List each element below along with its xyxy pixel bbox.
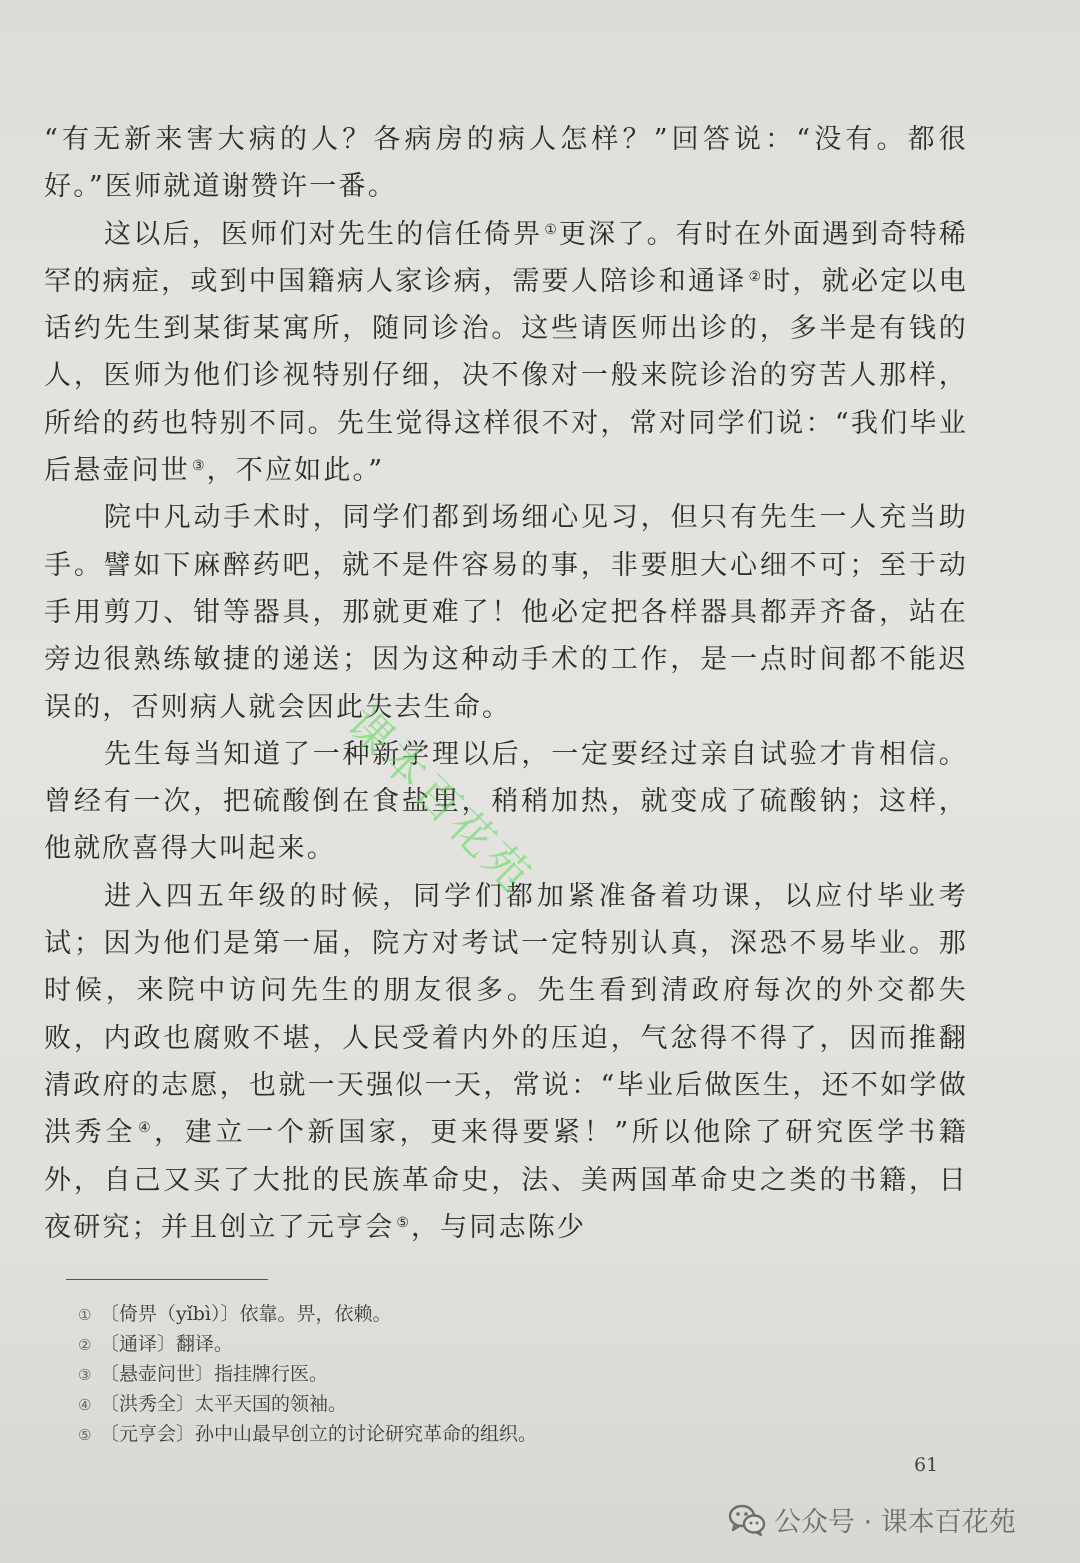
body-text (44, 116, 968, 1251)
paragraph-text: ，不应如此。” (206, 455, 385, 487)
footnote-ref-3: ③ (192, 458, 205, 475)
footnote-ref-2: ② (748, 268, 762, 285)
page-number: 61 (914, 1454, 939, 1476)
footnote-text: 〔洪秀全〕太平天国的领袖。 (100, 1393, 348, 1415)
paragraph-text: 这以后，医师们对先生的信任倚畀 (104, 218, 543, 250)
footnote-2 (78, 1330, 878, 1360)
wechat-icon (728, 1503, 766, 1537)
footnote-3 (78, 1360, 878, 1390)
source-badge-label: 公众号 · 课本百花苑 (774, 1507, 1016, 1538)
paragraph-4 (44, 731, 968, 873)
footnote-ref-1: ① (544, 221, 557, 238)
paragraph-5 (44, 873, 968, 1251)
footnote-ref-4: ④ (138, 1120, 153, 1137)
paragraph-3 (44, 494, 968, 730)
footnotes (78, 1300, 878, 1450)
footnote-text: 〔通译〕翻译。 (100, 1333, 234, 1355)
paragraph-text: ，建立一个新国家，更来得要紧！”所以他除了研究医学书籍外，自己又买了大批的民族革命史，法、美两国革命史之类的书籍，日夜研究；并且创立了元亨会 (44, 1117, 968, 1243)
paragraph-1 (44, 116, 968, 211)
footnote-mark: ③ (78, 1366, 92, 1384)
footnote-ref-5: ⑤ (396, 1214, 409, 1231)
footnote-4 (78, 1390, 878, 1420)
paragraph-text: ，与同志陈少 (410, 1211, 587, 1243)
paragraph-text: 进入四五年级的时候，同学们都加紧准备着功课，以应付毕业考试；因为他们是第一届，院方对考试一定特别认真，深恐不易毕业。那时候，来院中访问先生的朋友很多。先生看到清政府每次的外交都失败，内政也腐败不堪，人民受着内外的压迫，气忿得不得了，因而推翻清政府的志愿，也就一天强似一天，常说：“毕业后做医生，还不如学做洪秀全 (44, 880, 968, 1149)
footnote-mark: ① (78, 1306, 92, 1324)
footnote-mark: ⑤ (78, 1426, 92, 1444)
paragraph-text: “有无新来害大病的人？各病房的病人怎样？”回答说：“没有。都很好。”医师就道谢赞许一番。 (44, 124, 968, 203)
paragraph-text: 院中凡动手术时，同学们都到场细心见习，但只有先生一人充当助手。譬如下麻醉药吧，就不是件容易的事，非要胆大心细不可；至于动手用剪刀、钳等器具，那就更难了！他必定把各样器具都弄齐备，站在旁边很熟练敏捷的递送；因为这种动手术的工作，是一点时间都不能迟误的，否则病人就会因此失去生命。 (44, 502, 968, 723)
footnote-divider (66, 1279, 268, 1280)
footnote-1 (78, 1300, 878, 1330)
footnote-mark: ② (78, 1336, 92, 1354)
watermark: 课本百花苑 (336, 697, 542, 904)
paragraph-text: 时，就必定以电话约先生到某街某寓所，随同诊治。这些请医师出诊的，多半是有钱的人，医师为他们诊视特别仔细，决不像对一般来院诊治的穷苦人那样，所给的药也特别不同。先生觉得这样很不对，常对同学们说：“我们毕业后悬壶问世 (44, 265, 968, 487)
footnote-text: 〔元亨会〕孙中山最早创立的讨论研究革命的组织。 (100, 1423, 538, 1445)
paragraph-text: 更深了。有时在外面遇到奇特稀罕的病症，或到中国籍病人家诊病，需要人陪诊和通译 (44, 218, 968, 297)
source-badge (728, 1500, 1016, 1539)
footnote-5 (78, 1420, 878, 1450)
footnote-text: 〔倚畀（yǐbì）〕依靠。畀，依赖。 (100, 1303, 392, 1325)
paragraph-text: 先生每当知道了一种新学理以后，一定要经过亲自试验才肯相信。曾经有一次，把硫酸倒在食盐里，稍稍加热，就变成了硫酸钠；这样，他就欣喜得大叫起来。 (44, 738, 968, 865)
footnote-mark: ④ (78, 1396, 92, 1414)
paragraph-2 (44, 211, 968, 495)
footnote-text: 〔悬壶问世〕指挂牌行医。 (100, 1363, 329, 1385)
